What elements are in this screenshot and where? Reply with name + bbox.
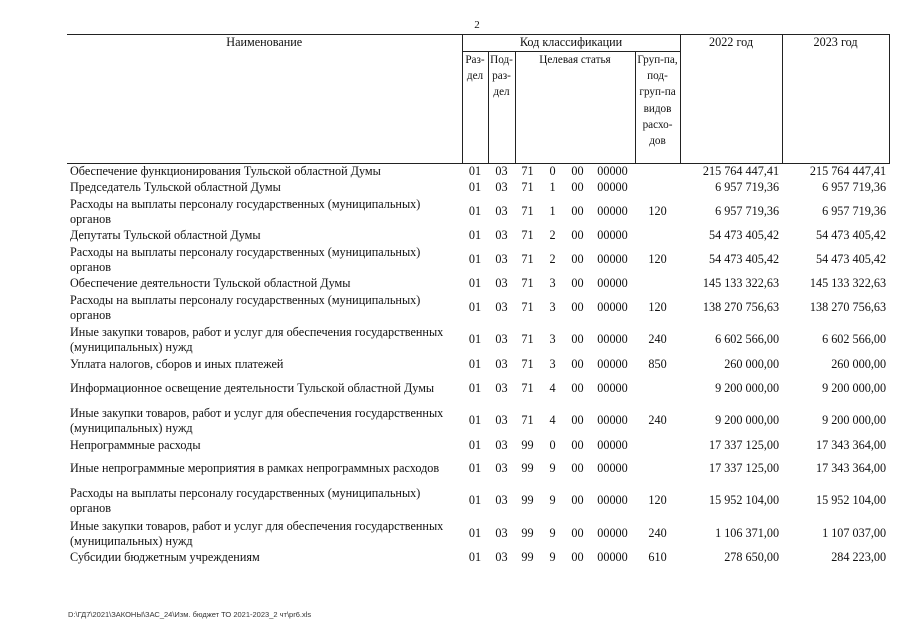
expense-type-code: 850 [648, 357, 667, 371]
subprogram-code: 4 [549, 381, 556, 395]
row-name: Информационное освещение деятельности Тульской областной Думы [70, 381, 435, 395]
expense-type-code: 120 [648, 204, 667, 218]
amount-2022: 145 133 322,63 [702, 276, 780, 290]
direction-code: 00 [571, 461, 584, 475]
direction-code: 00 [571, 164, 584, 179]
program-code: 99 [521, 461, 534, 475]
subprogram-code: 3 [549, 276, 556, 290]
row-name: Уплата налогов, сборов и иных платежей [70, 357, 284, 371]
row-name: Расходы на выплаты персоналу государственных (муниципальных) органов [70, 244, 421, 274]
row-name: Субсидии бюджетным учреждениям [70, 550, 260, 564]
subsection-code: 03 [495, 252, 508, 266]
target-code: 00000 [597, 180, 628, 194]
program-code: 99 [521, 526, 534, 540]
amount-2022: 6 957 719,36 [715, 204, 780, 218]
expense-type-code [635, 454, 680, 484]
table-body [67, 164, 889, 566]
expense-type-code [635, 276, 680, 292]
subsection-code: 03 [495, 276, 508, 290]
target-code: 00000 [597, 381, 628, 395]
table-row [67, 374, 889, 404]
subprogram-code: 0 [549, 164, 556, 179]
table-row [67, 180, 889, 196]
row-name: Иные закупки товаров, работ и услуг для обеспечения государственных (муниципальных) нужд [70, 324, 444, 354]
subprogram-code: 1 [549, 204, 556, 218]
expense-type-code: 610 [648, 550, 667, 564]
section-code: 01 [468, 357, 482, 371]
subprogram-code: 3 [549, 300, 556, 314]
amount-2023: 6 602 566,00 [822, 332, 887, 346]
program-code: 71 [521, 164, 534, 179]
page-number: 2 [474, 19, 480, 31]
amount-2023: 1 107 037,00 [822, 526, 887, 540]
table-row [67, 276, 889, 292]
program-code: 71 [521, 300, 534, 314]
expense-type-code: 240 [648, 413, 667, 427]
header-code-group: Код классификации [462, 35, 680, 52]
amount-2022: 278 650,00 [724, 550, 780, 564]
header-year-2022: 2022 год [680, 35, 782, 164]
subsection-code: 03 [495, 413, 508, 427]
section-code: 01 [468, 252, 482, 266]
subsection-code: 03 [495, 461, 508, 475]
file-path-footer: D:\ГД7\2021\ЗАКОНЫ\ЗАС_24\Изм. бюджет ТО 2021-2023_2 чт\pr6.xls [68, 610, 312, 619]
amount-2022: 260 000,00 [724, 357, 780, 371]
program-code: 71 [521, 252, 534, 266]
table-row [67, 356, 889, 374]
subsection-code: 03 [495, 526, 508, 540]
amount-2022: 9 200 000,00 [715, 381, 780, 395]
amount-2023: 6 957 719,36 [822, 180, 887, 194]
subprogram-code: 0 [549, 438, 556, 452]
direction-code: 00 [571, 438, 584, 452]
program-code: 99 [521, 493, 534, 507]
header-subsection: Под-раз-дел [488, 52, 515, 164]
expense-type-code: 120 [648, 252, 667, 266]
target-code: 00000 [597, 228, 628, 242]
program-code: 71 [521, 228, 534, 242]
amount-2023: 54 473 405,42 [815, 252, 887, 266]
direction-code: 00 [571, 526, 584, 540]
program-code: 71 [521, 413, 534, 427]
amount-2023: 9 200 000,00 [822, 381, 887, 395]
direction-code: 00 [571, 550, 584, 564]
amount-2022: 9 200 000,00 [715, 413, 780, 427]
row-name: Расходы на выплаты персоналу государственных (муниципальных) органов [70, 485, 421, 515]
table-row [67, 324, 889, 356]
subsection-code: 03 [495, 332, 508, 346]
subprogram-code: 3 [549, 332, 556, 346]
subsection-code: 03 [495, 493, 508, 507]
direction-code: 00 [571, 204, 584, 218]
section-code: 01 [468, 300, 482, 314]
subprogram-code: 2 [549, 228, 556, 242]
row-name: Расходы на выплаты персоналу государственных (муниципальных) органов [70, 196, 421, 226]
amount-2022: 138 270 756,63 [702, 300, 780, 314]
target-code: 00000 [597, 526, 628, 540]
subprogram-code: 9 [549, 493, 556, 507]
table-header [67, 35, 889, 164]
amount-2023: 145 133 322,63 [809, 276, 887, 290]
direction-code: 00 [571, 357, 584, 371]
expense-type-code [635, 180, 680, 196]
program-code: 99 [521, 550, 534, 564]
subsection-code: 03 [495, 300, 508, 314]
target-code: 00000 [597, 164, 628, 179]
subsection-code: 03 [495, 180, 508, 194]
subprogram-code: 1 [549, 180, 556, 194]
table-row [67, 228, 889, 244]
table-row [67, 454, 889, 484]
amount-2022: 54 473 405,42 [708, 228, 780, 242]
section-code: 01 [468, 493, 482, 507]
row-name: Обеспечение функционирования Тульской областной Думы [70, 164, 381, 179]
program-code: 71 [521, 332, 534, 346]
subprogram-code: 9 [549, 461, 556, 475]
section-code: 01 [468, 526, 482, 540]
subprogram-code: 9 [549, 526, 556, 540]
program-code: 99 [521, 438, 534, 452]
expense-type-code [635, 228, 680, 244]
target-code: 00000 [597, 252, 628, 266]
subsection-code: 03 [495, 438, 508, 452]
direction-code: 00 [571, 252, 584, 266]
target-code: 00000 [597, 204, 628, 218]
program-code: 71 [521, 276, 534, 290]
target-code: 00000 [597, 357, 628, 371]
target-code: 00000 [597, 550, 628, 564]
header-target-article: Целевая статья [515, 52, 635, 164]
expense-type-code: 240 [648, 332, 667, 346]
subprogram-code: 3 [549, 357, 556, 371]
amount-2023: 6 957 719,36 [822, 204, 887, 218]
row-name: Непрограммные расходы [70, 438, 201, 452]
target-code: 00000 [597, 332, 628, 346]
expense-type-code [635, 164, 680, 180]
amount-2022: 54 473 405,42 [708, 252, 780, 266]
expense-type-code [635, 374, 680, 404]
section-code: 01 [468, 204, 482, 218]
amount-2023: 215 764 447,41 [809, 164, 887, 179]
table-row [67, 196, 889, 228]
table-row [67, 244, 889, 276]
amount-2023: 138 270 756,63 [809, 300, 887, 314]
direction-code: 00 [571, 493, 584, 507]
row-name: Иные закупки товаров, работ и услуг для обеспечения государственных (муниципальных) нужд [70, 405, 444, 435]
amount-2023: 260 000,00 [831, 357, 887, 371]
subprogram-code: 9 [549, 550, 556, 564]
section-code: 01 [468, 180, 482, 194]
direction-code: 00 [571, 332, 584, 346]
amount-2023: 17 343 364,00 [815, 438, 887, 452]
direction-code: 00 [571, 276, 584, 290]
section-code: 01 [468, 381, 482, 395]
subsection-code: 03 [495, 164, 508, 179]
target-code: 00000 [597, 461, 628, 475]
amount-2022: 6 602 566,00 [715, 332, 780, 346]
program-code: 71 [521, 381, 534, 395]
amount-2022: 15 952 104,00 [708, 493, 780, 507]
table-row [67, 292, 889, 324]
target-code: 00000 [597, 300, 628, 314]
row-name: Депутаты Тульской областной Думы [70, 228, 261, 242]
section-code: 01 [468, 228, 482, 242]
amount-2022: 1 106 371,00 [715, 526, 780, 540]
table-row [67, 518, 889, 550]
direction-code: 00 [571, 413, 584, 427]
section-code: 01 [468, 438, 482, 452]
subsection-code: 03 [495, 381, 508, 395]
table-row [67, 164, 889, 180]
expense-type-code: 240 [648, 526, 667, 540]
subsection-code: 03 [495, 228, 508, 242]
section-code: 01 [468, 332, 482, 346]
row-name: Иные закупки товаров, работ и услуг для обеспечения государственных (муниципальных) нужд [70, 518, 444, 548]
amount-2022: 6 957 719,36 [715, 180, 780, 194]
subprogram-code: 4 [549, 413, 556, 427]
table-row [67, 550, 889, 566]
row-name: Председатель Тульской областной Думы [70, 180, 281, 194]
subprogram-code: 2 [549, 252, 556, 266]
header-expense-group: Груп-па, под-груп-па видов расхо-дов [635, 52, 680, 164]
amount-2023: 284 223,00 [831, 550, 887, 564]
target-code: 00000 [597, 438, 628, 452]
subsection-code: 03 [495, 550, 508, 564]
expense-type-code [635, 438, 680, 454]
expense-type-code: 120 [648, 300, 667, 314]
header-section: Раз-дел [462, 52, 488, 164]
row-name: Иные непрограммные мероприятия в рамках непрограммных расходов [70, 461, 440, 475]
amount-2022: 17 337 125,00 [708, 438, 780, 452]
table-row [67, 404, 889, 438]
amount-2023: 54 473 405,42 [815, 228, 887, 242]
subsection-code: 03 [495, 357, 508, 371]
direction-code: 00 [571, 381, 584, 395]
expense-type-code: 120 [648, 493, 667, 507]
program-code: 71 [521, 180, 534, 194]
direction-code: 00 [571, 228, 584, 242]
section-code: 01 [468, 550, 482, 564]
table-row [67, 438, 889, 454]
subsection-code: 03 [495, 204, 508, 218]
direction-code: 00 [571, 180, 584, 194]
section-code: 01 [468, 164, 482, 179]
row-name: Обеспечение деятельности Тульской областной Думы [70, 276, 351, 290]
program-code: 71 [521, 357, 534, 371]
target-code: 00000 [597, 276, 628, 290]
header-year-2023: 2023 год [782, 35, 889, 164]
amount-2023: 17 343 364,00 [815, 461, 887, 475]
budget-table [67, 34, 890, 566]
amount-2022: 215 764 447,41 [702, 164, 780, 179]
target-code: 00000 [597, 413, 628, 427]
section-code: 01 [468, 276, 482, 290]
direction-code: 00 [571, 300, 584, 314]
row-name: Расходы на выплаты персоналу государственных (муниципальных) органов [70, 292, 421, 322]
amount-2023: 15 952 104,00 [815, 493, 887, 507]
table-row [67, 484, 889, 518]
target-code: 00000 [597, 493, 628, 507]
section-code: 01 [468, 413, 482, 427]
header-name: Наименование [67, 35, 462, 164]
amount-2022: 17 337 125,00 [708, 461, 780, 475]
amount-2023: 9 200 000,00 [822, 413, 887, 427]
program-code: 71 [521, 204, 534, 218]
section-code: 01 [468, 461, 482, 475]
